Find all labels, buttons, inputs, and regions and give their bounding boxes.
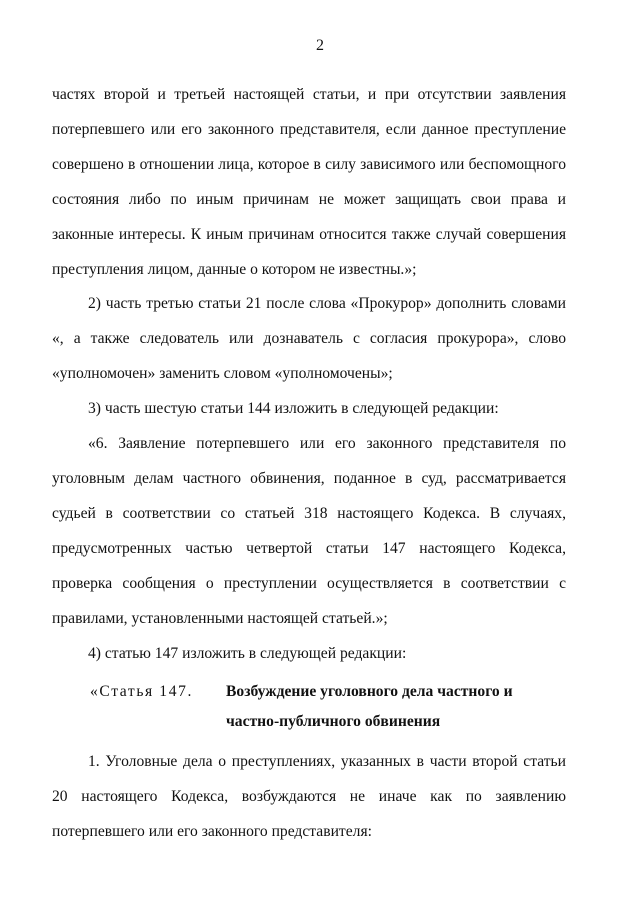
document-body <box>52 78 566 850</box>
page-number: 2 <box>316 37 324 54</box>
paragraph-item-3: 3) часть шестую статьи 144 изложить в следующей редакции: <box>88 400 499 418</box>
article-label: «Статья 147. <box>90 683 194 701</box>
paragraph-continuation: частях второй и третьей настоящей статьи, и при отсутствии заявления потерпевшего или его законного представителя, если данное преступление совершено в отношении лица, которое в силу зависимого или беспомощного состояния либо по иным причинам не может защищать свои права и законные интересы. К иным причинам относится также случай совершения преступления лицом, данные о котором не известны.»; <box>52 86 566 278</box>
article-label-spacer <box>90 707 226 737</box>
paragraph-item-4: 4) статью 147 изложить в следующей редакции: <box>88 644 407 662</box>
paragraph-quoted-part-6: «6. Заявление потерпевшего или его законного представителя по уголовным делам частного обвинения, поданное в суд, рассматривается судьей в соответствии со статьей 318 настоящего Кодекса. В случаях, предусмотренных частью четвертой статьи 147 настоящего Кодекса, проверка сообщения о преступлении осуществляется в соответствии с правилами, установленными настоящей статьей.»; <box>52 435 566 627</box>
paragraph-article-part-1: 1. Уголовные дела о преступлениях, указанных в части второй статьи 20 настоящего Кодекса, возбуждаются не иначе как по заявлению потерпевшего или его законного представителя: <box>52 753 566 841</box>
article-title-line-1: Возбуждение уголовного дела частного и <box>226 683 513 701</box>
article-title-line-2: частно-публичного обвинения <box>226 713 441 731</box>
article-heading <box>52 677 566 737</box>
paragraph-item-2: 2) часть третью статьи 21 после слова «Прокурор» дополнить словами «, а также следователь или дознаватель с согласия прокурора», слово «уполномочен» заменить словом «уполномочены»; <box>52 295 566 383</box>
